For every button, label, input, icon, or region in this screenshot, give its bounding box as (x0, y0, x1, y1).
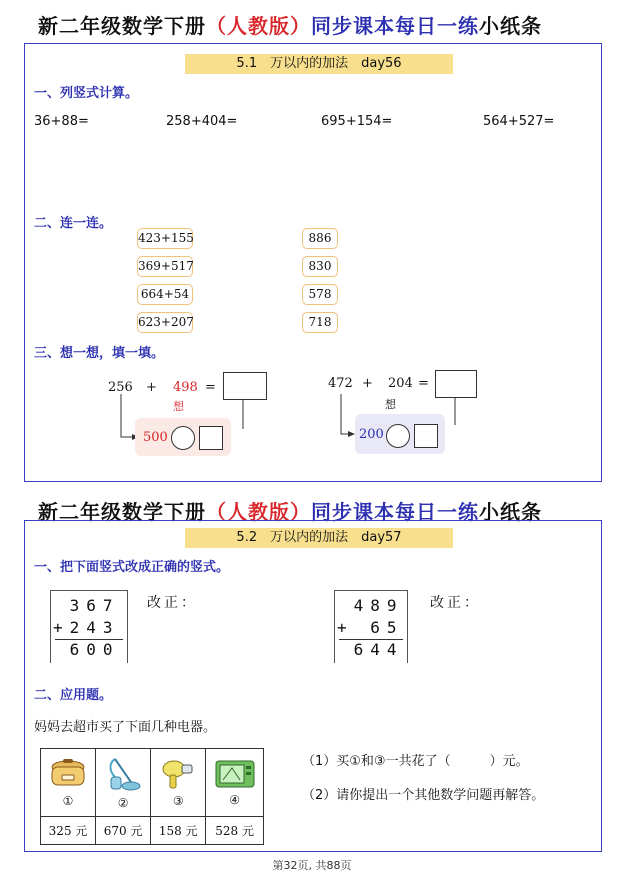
section-heading-match: 二、连一连。 (34, 216, 113, 231)
problem-4: 564+527= (483, 114, 555, 129)
word-problem-intro: 妈妈去超市买了下面几种电器。 (34, 720, 217, 735)
section-heading-word-problem: 二、应用题。 (34, 688, 113, 703)
problem-1: 36+88= (34, 114, 89, 129)
appliance-no-2: ② (117, 796, 129, 810)
appliance-table (40, 748, 264, 845)
match-left-3[interactable]: 664+54 (137, 284, 193, 305)
vertical2-row3: 644 (337, 640, 404, 659)
vertical1-row1: 367 (53, 596, 120, 615)
page-title-top (38, 10, 542, 39)
title-part-2: （人教版） (206, 14, 311, 38)
match-left-4[interactable]: 623+207 (137, 312, 193, 333)
title-part-4: 小纸条 (479, 14, 542, 38)
match-right-3[interactable]: 578 (302, 284, 338, 305)
vertical1-row2: +243 (53, 618, 120, 637)
think2-operator-circle[interactable] (386, 424, 410, 448)
think1-plus: + (146, 380, 157, 395)
think2-fill-box[interactable] (414, 424, 438, 448)
vertical-form-1 (50, 590, 128, 663)
appliance-price-1: 325 元 (41, 817, 96, 845)
appliance-price-3: 158 元 (151, 817, 206, 845)
appliance-no-3: ③ (172, 794, 184, 808)
title2-part-1: 新二年级数学下册 (38, 500, 206, 524)
think2-hint: 200 (359, 427, 384, 442)
think1-equals: = (205, 380, 216, 395)
rice-cooker-icon (48, 757, 88, 791)
title2-part-3: 同步课本每日一练 (311, 500, 479, 524)
section-heading-vertical-calc: 一、列竖式计算。 (34, 86, 139, 101)
lesson-banner-day57: 5.2 万以内的加法 day57 (185, 528, 453, 548)
vertical2-row1: 489 (337, 596, 404, 615)
think2-addend-a: 472 (328, 376, 353, 391)
think1-addend-a: 256 (108, 380, 133, 395)
microwave-icon (214, 758, 256, 790)
match-right-2[interactable]: 830 (302, 256, 338, 277)
appliance-no-4: ④ (229, 793, 241, 807)
appliance-price-2: 670 元 (96, 817, 151, 845)
appliance-cell-1 (41, 749, 96, 817)
question-1: （1）买①和③一共花了（ ）元。 (302, 754, 529, 769)
section-heading-correct-vertical: 一、把下面竖式改成正确的竖式。 (34, 560, 230, 575)
think2-answer-box[interactable] (435, 370, 477, 398)
problem-2: 258+404= (166, 114, 238, 129)
think1-xiang: 想 (173, 400, 184, 413)
lesson-banner-day56: 5.1 万以内的加法 day56 (185, 54, 453, 74)
vertical2-row2: + 65 (337, 618, 404, 637)
think-figure-1 (95, 370, 275, 460)
match-right-4[interactable]: 718 (302, 312, 338, 333)
page-footer: 第32页, 共88页 (272, 859, 352, 872)
appliance-price-4: 528 元 (206, 817, 264, 845)
title2-part-4: 小纸条 (479, 500, 542, 524)
think1-hint: 500 (143, 430, 168, 445)
question-2: （2）请你提出一个其他数学问题再解答。 (302, 788, 545, 803)
think1-operator-circle[interactable] (171, 426, 195, 450)
title2-part-2: （人教版） (206, 500, 311, 524)
appliance-cell-3 (151, 749, 206, 817)
think2-equals: = (418, 376, 429, 391)
hair-dryer-icon (158, 757, 198, 791)
think2-xiang: 想 (385, 398, 396, 411)
appliance-no-1: ① (62, 794, 74, 808)
think1-answer-box[interactable] (223, 372, 267, 400)
fix-label-2: 改正： (430, 595, 481, 611)
match-left-2[interactable]: 369+517 (137, 256, 193, 277)
think2-plus: + (362, 376, 373, 391)
think2-addend-b: 204 (388, 376, 413, 391)
title-part-3: 同步课本每日一练 (311, 14, 479, 38)
vertical-form-2 (334, 590, 408, 663)
vertical1-row3: 600 (53, 640, 120, 659)
think1-fill-box[interactable] (199, 426, 223, 450)
fix-label-1: 改正： (147, 595, 198, 611)
appliance-cell-4 (206, 749, 264, 817)
appliance-cell-2 (96, 749, 151, 817)
match-left-1[interactable]: 423+155 (137, 228, 193, 249)
think1-addend-b: 498 (173, 380, 198, 395)
section-heading-think-fill: 三、想一想，填一填。 (34, 346, 165, 361)
vacuum-cleaner-icon (103, 755, 143, 793)
match-right-1[interactable]: 886 (302, 228, 338, 249)
problem-3: 695+154= (321, 114, 393, 129)
title-part-1: 新二年级数学下册 (38, 14, 206, 38)
think-figure-2 (315, 370, 495, 460)
